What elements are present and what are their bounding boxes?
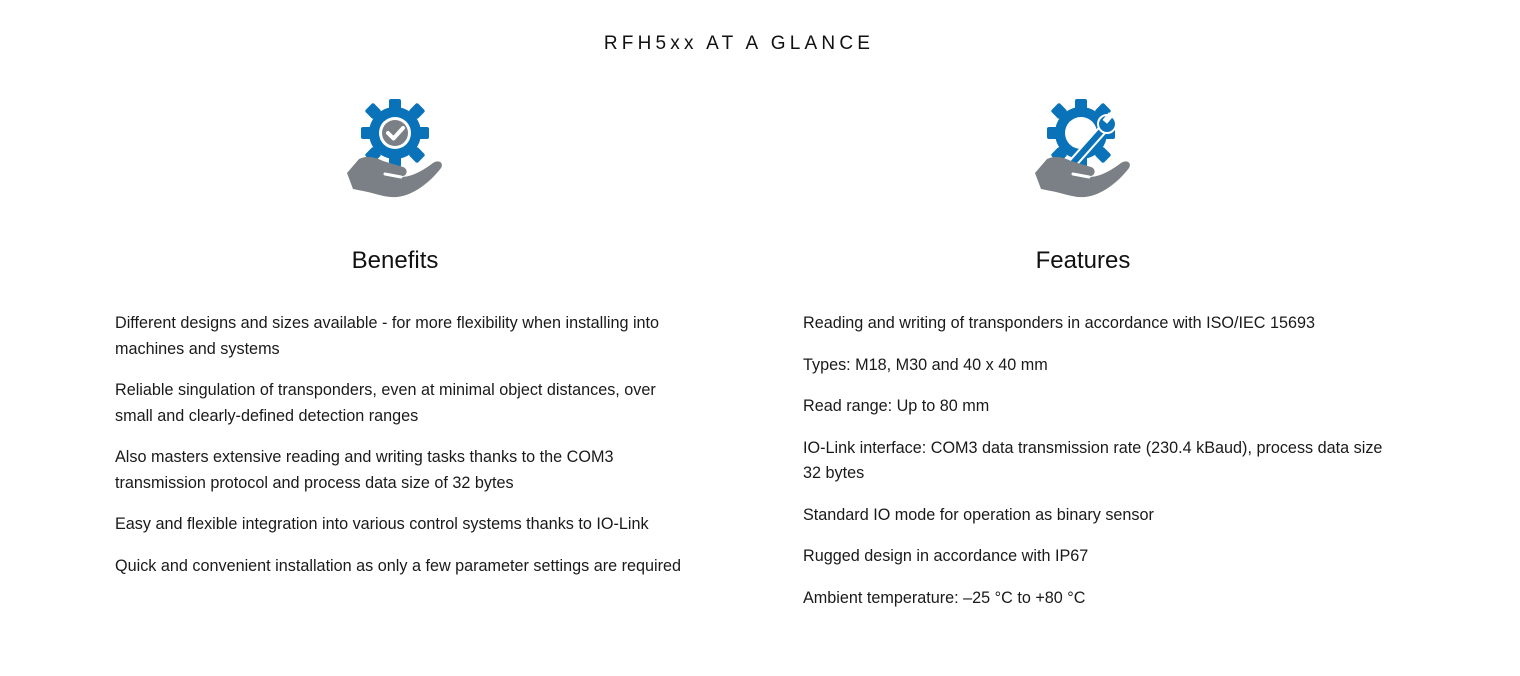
benefits-heading: Benefits: [351, 247, 439, 274]
list-item: Also masters extensive reading and writing tasks thanks to the COM3 transmission protocol and process data size of 32 bytes: [115, 448, 614, 492]
features-list: [803, 311, 1383, 627]
benefits-list: [115, 311, 695, 595]
list-item: Reliable singulation of transponders, even at minimal object distances, over small and clearly-defined detection ranges: [115, 381, 656, 425]
section-title: RFH5xx AT A GLANCE: [603, 33, 875, 54]
list-item: IO-Link interface: COM3 data transmission rate (230.4 kBaud), process data size 32 bytes: [803, 438, 1383, 482]
list-item: Rugged design in accordance with IP67: [803, 547, 1089, 565]
gear-check-hand-icon: [345, 97, 445, 201]
list-item: Types: M18, M30 and 40 x 40 mm: [803, 355, 1048, 374]
list-item: Read range: Up to 80 mm: [803, 397, 990, 415]
gear-wrench-hand-icon: [1033, 97, 1133, 201]
list-item: Ambient temperature: –25 °C to +80 °C: [803, 588, 1086, 607]
list-item: Reading and writing of transponders in accordance with ISO/IEC 15693: [803, 314, 1316, 332]
list-item: Easy and flexible integration into various control systems thanks to IO-Link: [115, 515, 649, 533]
list-item: Standard IO mode for operation as binary sensor: [803, 505, 1154, 524]
features-heading: Features: [1035, 247, 1131, 274]
list-item: Quick and convenient installation as only a few parameter settings are required: [115, 556, 681, 575]
list-item: Different designs and sizes available - for more flexibility when installing into machines and systems: [115, 314, 660, 358]
